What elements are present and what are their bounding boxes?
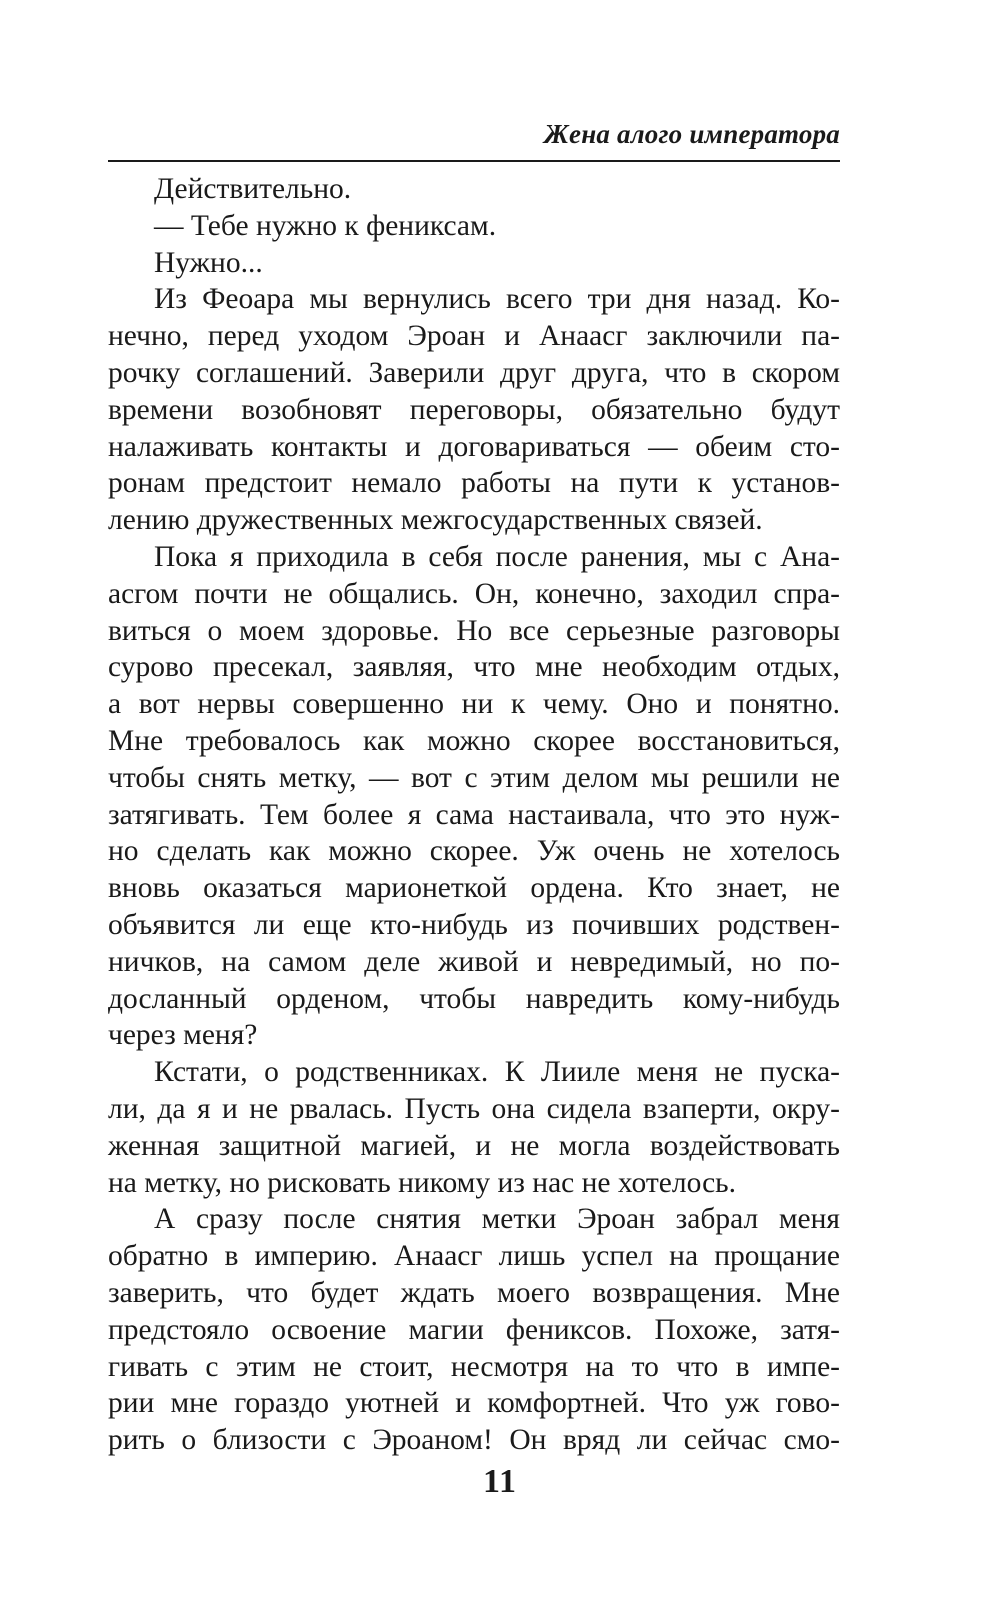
text-line: но сделать как можно скорее. Уж очень не хотелось (108, 835, 840, 868)
text-line: нечно, перед уходом Эроан и Анаасг заключили па- (108, 320, 840, 353)
text-line: Пока я приходила в себя после ранения, мы с Ана- (154, 540, 840, 573)
running-header-title: Жена алого императора (544, 119, 840, 149)
text-line: Из Феоара мы вернулись всего три дня назад. Ко- (154, 283, 840, 316)
text-line: гивать с этим не стоит, несмотря на то что в импе- (108, 1350, 840, 1383)
body-text (108, 171, 840, 1459)
text-line: сурово пресекал, заявляя, что мне необходим отдых, (108, 651, 840, 684)
text-line: досланный орденом, чтобы навредить кому-нибудь (108, 982, 840, 1015)
text-line: налаживать контакты и договариваться — обеим сто- (108, 430, 840, 463)
text-line: рить о близости с Эроаном! Он вряд ли сейчас смо- (108, 1424, 840, 1457)
text-line: объявится ли еще кто-нибудь из почивших родствен- (108, 908, 840, 941)
text-line: лению дружественных межгосударственных связей. (108, 504, 763, 537)
text-line: ли, да я и не рвалась. Пусть она сидела взаперти, окру- (108, 1092, 840, 1125)
text-line: виться о моем здоровье. Но все серьезные разговоры (108, 614, 840, 647)
text-line: на метку, но рисковать никому из нас не хотелось. (108, 1166, 736, 1199)
text-line: через меня? (108, 1019, 258, 1052)
header-rule (108, 160, 840, 162)
text-line: рии мне гораздо уютней и комфортней. Что уж гово- (108, 1387, 840, 1420)
text-line: предстояло освоение магии фениксов. Похоже, затя- (108, 1313, 840, 1346)
text-line: ронам предстоит немало работы на пути к установ- (108, 467, 840, 500)
text-line: чтобы снять метку, — вот с этим делом мы решили не (108, 761, 840, 794)
text-line: Нужно... (154, 246, 263, 279)
text-line: — Тебе нужно к фениксам. (154, 209, 497, 242)
text-line: Кстати, о родственниках. К Лииле меня не пуска- (154, 1056, 840, 1089)
text-line: затягивать. Тем более я сама настаивала, что это нуж- (108, 798, 840, 831)
text-line: ничков, на самом деле живой и невредимый, но по- (108, 945, 840, 978)
text-line: обратно в империю. Анаасг лишь успел на прощание (108, 1240, 840, 1273)
text-line: Действительно. (154, 173, 352, 205)
text-line: времени возобновят переговоры, обязательно будут (108, 393, 840, 426)
text-line: женная защитной магией, и не могла воздействовать (108, 1129, 840, 1162)
text-line: Мне требовалось как можно скорее восстановиться, (108, 724, 840, 757)
text-line: а вот нервы совершенно ни к чему. Оно и понятно. (108, 688, 840, 721)
page-number: 11 (482, 1463, 518, 1500)
text-line: асгом почти не общались. Он, конечно, заходил спра- (108, 577, 840, 610)
text-line: вновь оказаться марионеткой ордена. Кто знает, не (108, 872, 840, 905)
text-line: заверить, что будет ждать моего возвращения. Мне (108, 1276, 840, 1309)
text-line: А сразу после снятия метки Эроан забрал меня (154, 1203, 840, 1236)
text-line: рочку соглашений. Заверили друг друга, что в скором (108, 356, 840, 389)
